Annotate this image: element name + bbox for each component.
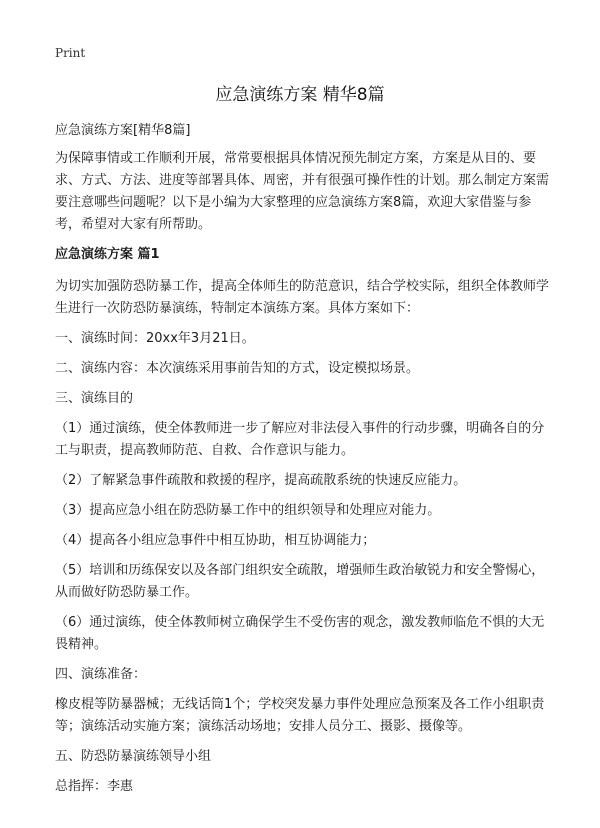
paragraph: 二、演练内容：本次演练采用事前告知的方式，设定模拟场景。 (55, 361, 420, 376)
paragraph: 一、演练时间：20xx年3月21日。 (55, 331, 255, 346)
paragraph: 橡皮棍等防暴器械；无线话筒1个；学校突发暴力事件处理应急预案及各工作小组职责等；演练活动实施方案；演练活动场地；安排人员分工、摄影、摄像等。 (55, 697, 545, 734)
section-heading: 应急演练方案 篇1 (55, 247, 160, 262)
document-body (55, 120, 552, 806)
paragraph: 为切实加强防恐防暴工作，提高全体师生的防范意识，结合学校实际，组织全体教师学生进行一次防恐防暴演练，特制定本演练方案。具体方案如下： (55, 279, 550, 316)
paragraph: 三、演练目的 (55, 391, 134, 406)
paragraph: （4）提高各小组应急事件中相互协助，相互协调能力； (55, 533, 376, 548)
print-label: Print (55, 46, 86, 60)
paragraph: 四、演练准备： (55, 667, 147, 682)
paragraph: （2）了解紧急事件疏散和救援的程序，提高疏散系统的快速反应能力。 (55, 473, 467, 488)
paragraph: （5）培训和历练保安以及各部门组织安全疏散，增强师生政治敏锐力和安全警惕心，从而做好防恐防暴工作。 (55, 563, 545, 600)
document-title: 应急演练方案 精华8篇 (215, 85, 385, 105)
paragraph: （1）通过演练，使全体教师进一步了解应对非法侵入事件的行动步骤，明确各自的分工与职责，提高教师防范、自救、合作意识与能力。 (55, 421, 545, 458)
paragraph: （3）提高应急小组在防恐防暴工作中的组织领导和处理应对能力。 (55, 503, 441, 518)
paragraph: 总指挥：李惠 (55, 779, 134, 794)
paragraph: （6）通过演练，使全体教师树立确保学生不受伤害的观念，激发教师临危不惧的大无畏精神。 (55, 615, 545, 652)
paragraph: 五、防恐防暴演练领导小组 (55, 749, 212, 764)
document-subtitle: 应急演练方案[精华8篇] (55, 123, 191, 138)
intro-paragraph: 为保障事情或工作顺利开展，常常要根据具体情况预先制定方案，方案是从目的、要求、方式、方法、进度等部署具体、周密，并有很强可操作性的计划。那么制定方案需要注意哪些问题呢？以下是小编为大家整理的应急演练方案8篇，欢迎大家借鉴与参考，希望对大家有所帮助。 (55, 151, 550, 232)
